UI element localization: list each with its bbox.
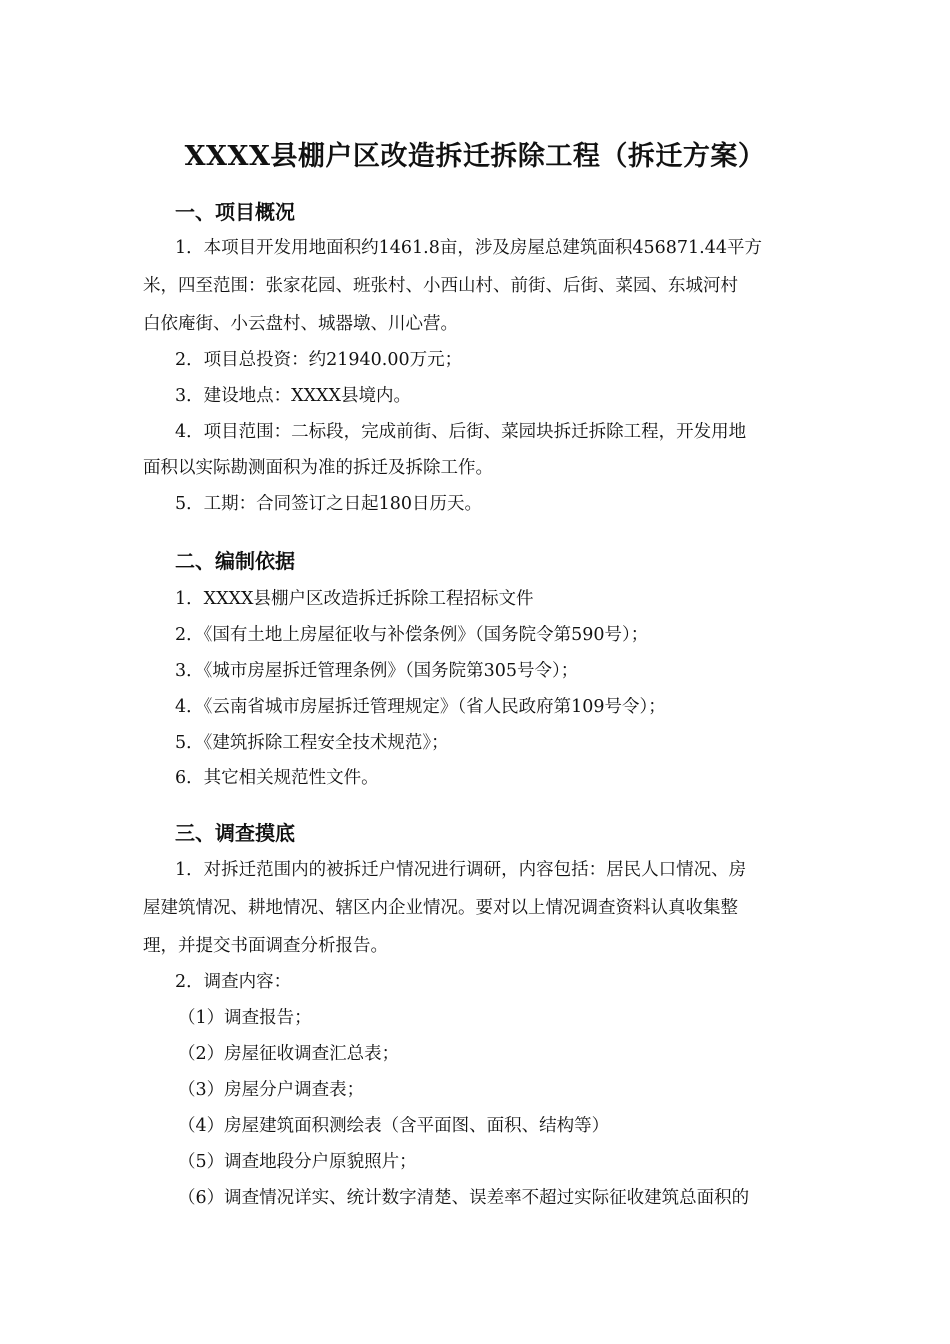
section-heading-basis: 二、编制依据 <box>175 549 295 573</box>
paragraph-line: 5．《建筑拆除工程安全技术规范》； <box>175 733 449 753</box>
section-heading-overview: 一、项目概况 <box>175 200 295 224</box>
list-item: （2）房屋征收调查汇总表； <box>178 1044 400 1064</box>
paragraph-line: 3．《城市房屋拆迁管理条例》（国务院第305号令）； <box>175 661 579 681</box>
document-title: XXXX县棚户区改造拆迁拆除工程（拆迁方案） <box>184 141 766 172</box>
paragraph-line: 4．《云南省城市房屋拆迁管理规定》（省人民政府第109号令）； <box>175 697 666 717</box>
paragraph-line: 屋建筑情况、耕地情况、辖区内企业情况。要对以上情况调查资料认真收集整 <box>143 898 738 918</box>
list-item: （3）房屋分户调查表； <box>178 1080 365 1100</box>
paragraph-line: 3．建设地点：XXXX县境内。 <box>175 386 411 406</box>
paragraph-line: 4．项目范围：二标段，完成前街、后街、菜园块拆迁拆除工程，开发用地 <box>175 422 747 442</box>
section-heading-survey: 三、调查摸底 <box>175 821 295 845</box>
paragraph-line: 1．对拆迁范围内的被拆迁户情况进行调研，内容包括：居民人口情况、房 <box>175 860 747 880</box>
list-item: （5）调查地段分户原貌照片； <box>178 1152 417 1172</box>
list-item: （1）调查报告； <box>178 1008 312 1028</box>
paragraph-line: 2．《国有土地上房屋征收与补偿条例》（国务院令第590号）； <box>175 625 649 645</box>
paragraph-line: 理，并提交书面调查分析报告。 <box>143 936 388 956</box>
paragraph-line: 2．调查内容： <box>175 972 292 992</box>
paragraph-line: 面积以实际勘测面积为准的拆迁及拆除工作。 <box>143 458 493 478</box>
paragraph-line: 6．其它相关规范性文件。 <box>175 768 379 788</box>
list-item: （6）调查情况详实、统计数字清楚、误差率不超过实际征收建筑总面积的 <box>178 1188 750 1208</box>
paragraph-line: 2．项目总投资：约21940.00万元； <box>175 350 463 370</box>
paragraph-line: 米，四至范围：张家花园、班张村、小西山村、前街、后街、菜园、东城河村 <box>143 276 738 296</box>
paragraph-line: 白依庵街、小云盘村、城器墩、川心营。 <box>143 314 458 334</box>
paragraph-line: 1．本项目开发用地面积约1461.8亩，涉及房屋总建筑面积456871.44平方 <box>175 238 763 258</box>
list-item: （4）房屋建筑面积测绘表（含平面图、面积、结构等） <box>178 1116 610 1136</box>
paragraph-line: 1．XXXX县棚户区改造拆迁拆除工程招标文件 <box>175 589 534 609</box>
paragraph-line: 5．工期：合同签订之日起180日历天。 <box>175 494 483 514</box>
